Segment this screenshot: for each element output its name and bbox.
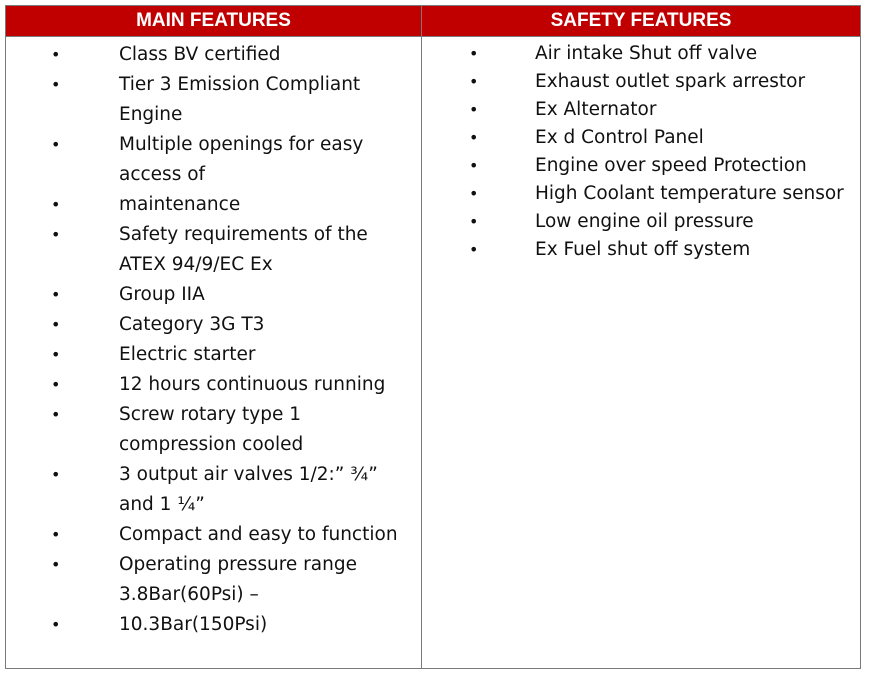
- list-item: [422, 208, 860, 236]
- bullet-icon: •: [469, 240, 479, 259]
- list-item-line: Screw rotary type 1: [119, 404, 302, 425]
- bullet-icon: •: [51, 315, 61, 334]
- bullet-icon: •: [51, 345, 61, 364]
- list-item-text: Engine over speed Protection: [535, 155, 807, 176]
- list-item-text: Ex Alternator: [535, 99, 657, 120]
- list-item-line: 10.3Bar(150Psi): [119, 614, 268, 635]
- bullet-icon: •: [469, 100, 479, 119]
- list-item-text: Ex Fuel shut off system: [535, 239, 751, 260]
- list-item: [6, 610, 421, 640]
- list-item-text: High Coolant temperature sensor: [535, 183, 844, 204]
- list-item: [6, 520, 421, 550]
- bullet-icon: •: [51, 195, 61, 214]
- list-item-line: maintenance: [119, 194, 241, 215]
- bullet-icon: •: [51, 465, 61, 484]
- bullet-icon: •: [51, 375, 61, 394]
- list-item-text: [119, 550, 414, 610]
- main-features-list: [6, 37, 421, 640]
- list-item-line: Operating pressure range: [119, 554, 357, 575]
- list-item: [6, 130, 421, 190]
- list-item: [422, 68, 860, 96]
- list-item: [6, 40, 421, 70]
- list-item-text: [119, 610, 414, 640]
- list-item-line: 3 output air valves 1/2:” ¾”: [119, 464, 378, 485]
- list-item-text: [119, 310, 414, 340]
- bullet-icon: •: [469, 128, 479, 147]
- list-item: [422, 124, 860, 152]
- list-item: [422, 180, 860, 208]
- list-item: [6, 190, 421, 220]
- list-item: [6, 280, 421, 310]
- list-item: [6, 550, 421, 610]
- list-item-text: [119, 520, 414, 550]
- list-item-text: [119, 460, 414, 520]
- list-item: [6, 400, 421, 460]
- list-item-line: 12 hours continuous running: [119, 374, 386, 395]
- list-item-line: access of: [119, 164, 206, 185]
- list-item-line: 3.8Bar(60Psi) –: [119, 584, 259, 605]
- bullet-icon: •: [51, 405, 61, 424]
- list-item-line: Class BV certified: [119, 44, 281, 65]
- list-item-line: compression cooled: [119, 434, 304, 455]
- list-item-line: ATEX 94/9/EC Ex: [119, 254, 273, 275]
- bullet-icon: •: [469, 184, 479, 203]
- bullet-icon: •: [51, 135, 61, 154]
- list-item: [422, 96, 860, 124]
- list-item-line: Group IIA: [119, 284, 205, 305]
- features-table: [5, 5, 861, 669]
- bullet-icon: •: [51, 555, 61, 574]
- list-item-text: Exhaust outlet spark arrestor: [535, 71, 806, 92]
- list-item-text: [119, 400, 414, 460]
- list-item: [6, 310, 421, 340]
- bullet-icon: •: [469, 212, 479, 231]
- bullet-icon: •: [51, 285, 61, 304]
- list-item-text: [119, 70, 414, 130]
- list-item-text: [119, 340, 414, 370]
- bullet-icon: •: [51, 615, 61, 634]
- safety-features-header: SAFETY FEATURES: [422, 6, 860, 37]
- main-features-header: MAIN FEATURES: [6, 6, 421, 37]
- bullet-icon: •: [51, 75, 61, 94]
- main-features-column: [6, 6, 422, 668]
- bullet-icon: •: [469, 44, 479, 63]
- bullet-icon: •: [469, 156, 479, 175]
- bullet-icon: •: [51, 525, 61, 544]
- list-item-line: Electric starter: [119, 344, 256, 365]
- safety-features-column: [422, 6, 860, 668]
- list-item: [422, 152, 860, 180]
- safety-features-list: [422, 37, 860, 264]
- list-item-line: Compact and easy to function: [119, 524, 398, 545]
- list-item-line: Engine: [119, 104, 183, 125]
- list-item-text: Ex d Control Panel: [535, 127, 704, 148]
- list-item-text: [119, 130, 414, 190]
- bullet-icon: •: [51, 45, 61, 64]
- list-item: [6, 220, 421, 280]
- list-item-line: Multiple openings for easy: [119, 134, 364, 155]
- list-item: [422, 236, 860, 264]
- list-item-text: Air intake Shut off valve: [535, 43, 758, 64]
- list-item: [6, 460, 421, 520]
- list-item-text: [119, 190, 414, 220]
- bullet-icon: •: [51, 225, 61, 244]
- list-item-line: Tier 3 Emission Compliant: [119, 74, 361, 95]
- list-item-text: [119, 40, 414, 70]
- list-item-line: and 1 ¼”: [119, 494, 205, 515]
- list-item-line: Category 3G T3: [119, 314, 265, 335]
- list-item-line: Safety requirements of the: [119, 224, 368, 245]
- list-item: [6, 340, 421, 370]
- list-item: [6, 370, 421, 400]
- list-item: [422, 40, 860, 68]
- bullet-icon: •: [469, 72, 479, 91]
- list-item-text: Low engine oil pressure: [535, 211, 754, 232]
- list-item: [6, 70, 421, 130]
- list-item-text: [119, 370, 414, 400]
- list-item-text: [119, 220, 414, 280]
- list-item-text: [119, 280, 414, 310]
